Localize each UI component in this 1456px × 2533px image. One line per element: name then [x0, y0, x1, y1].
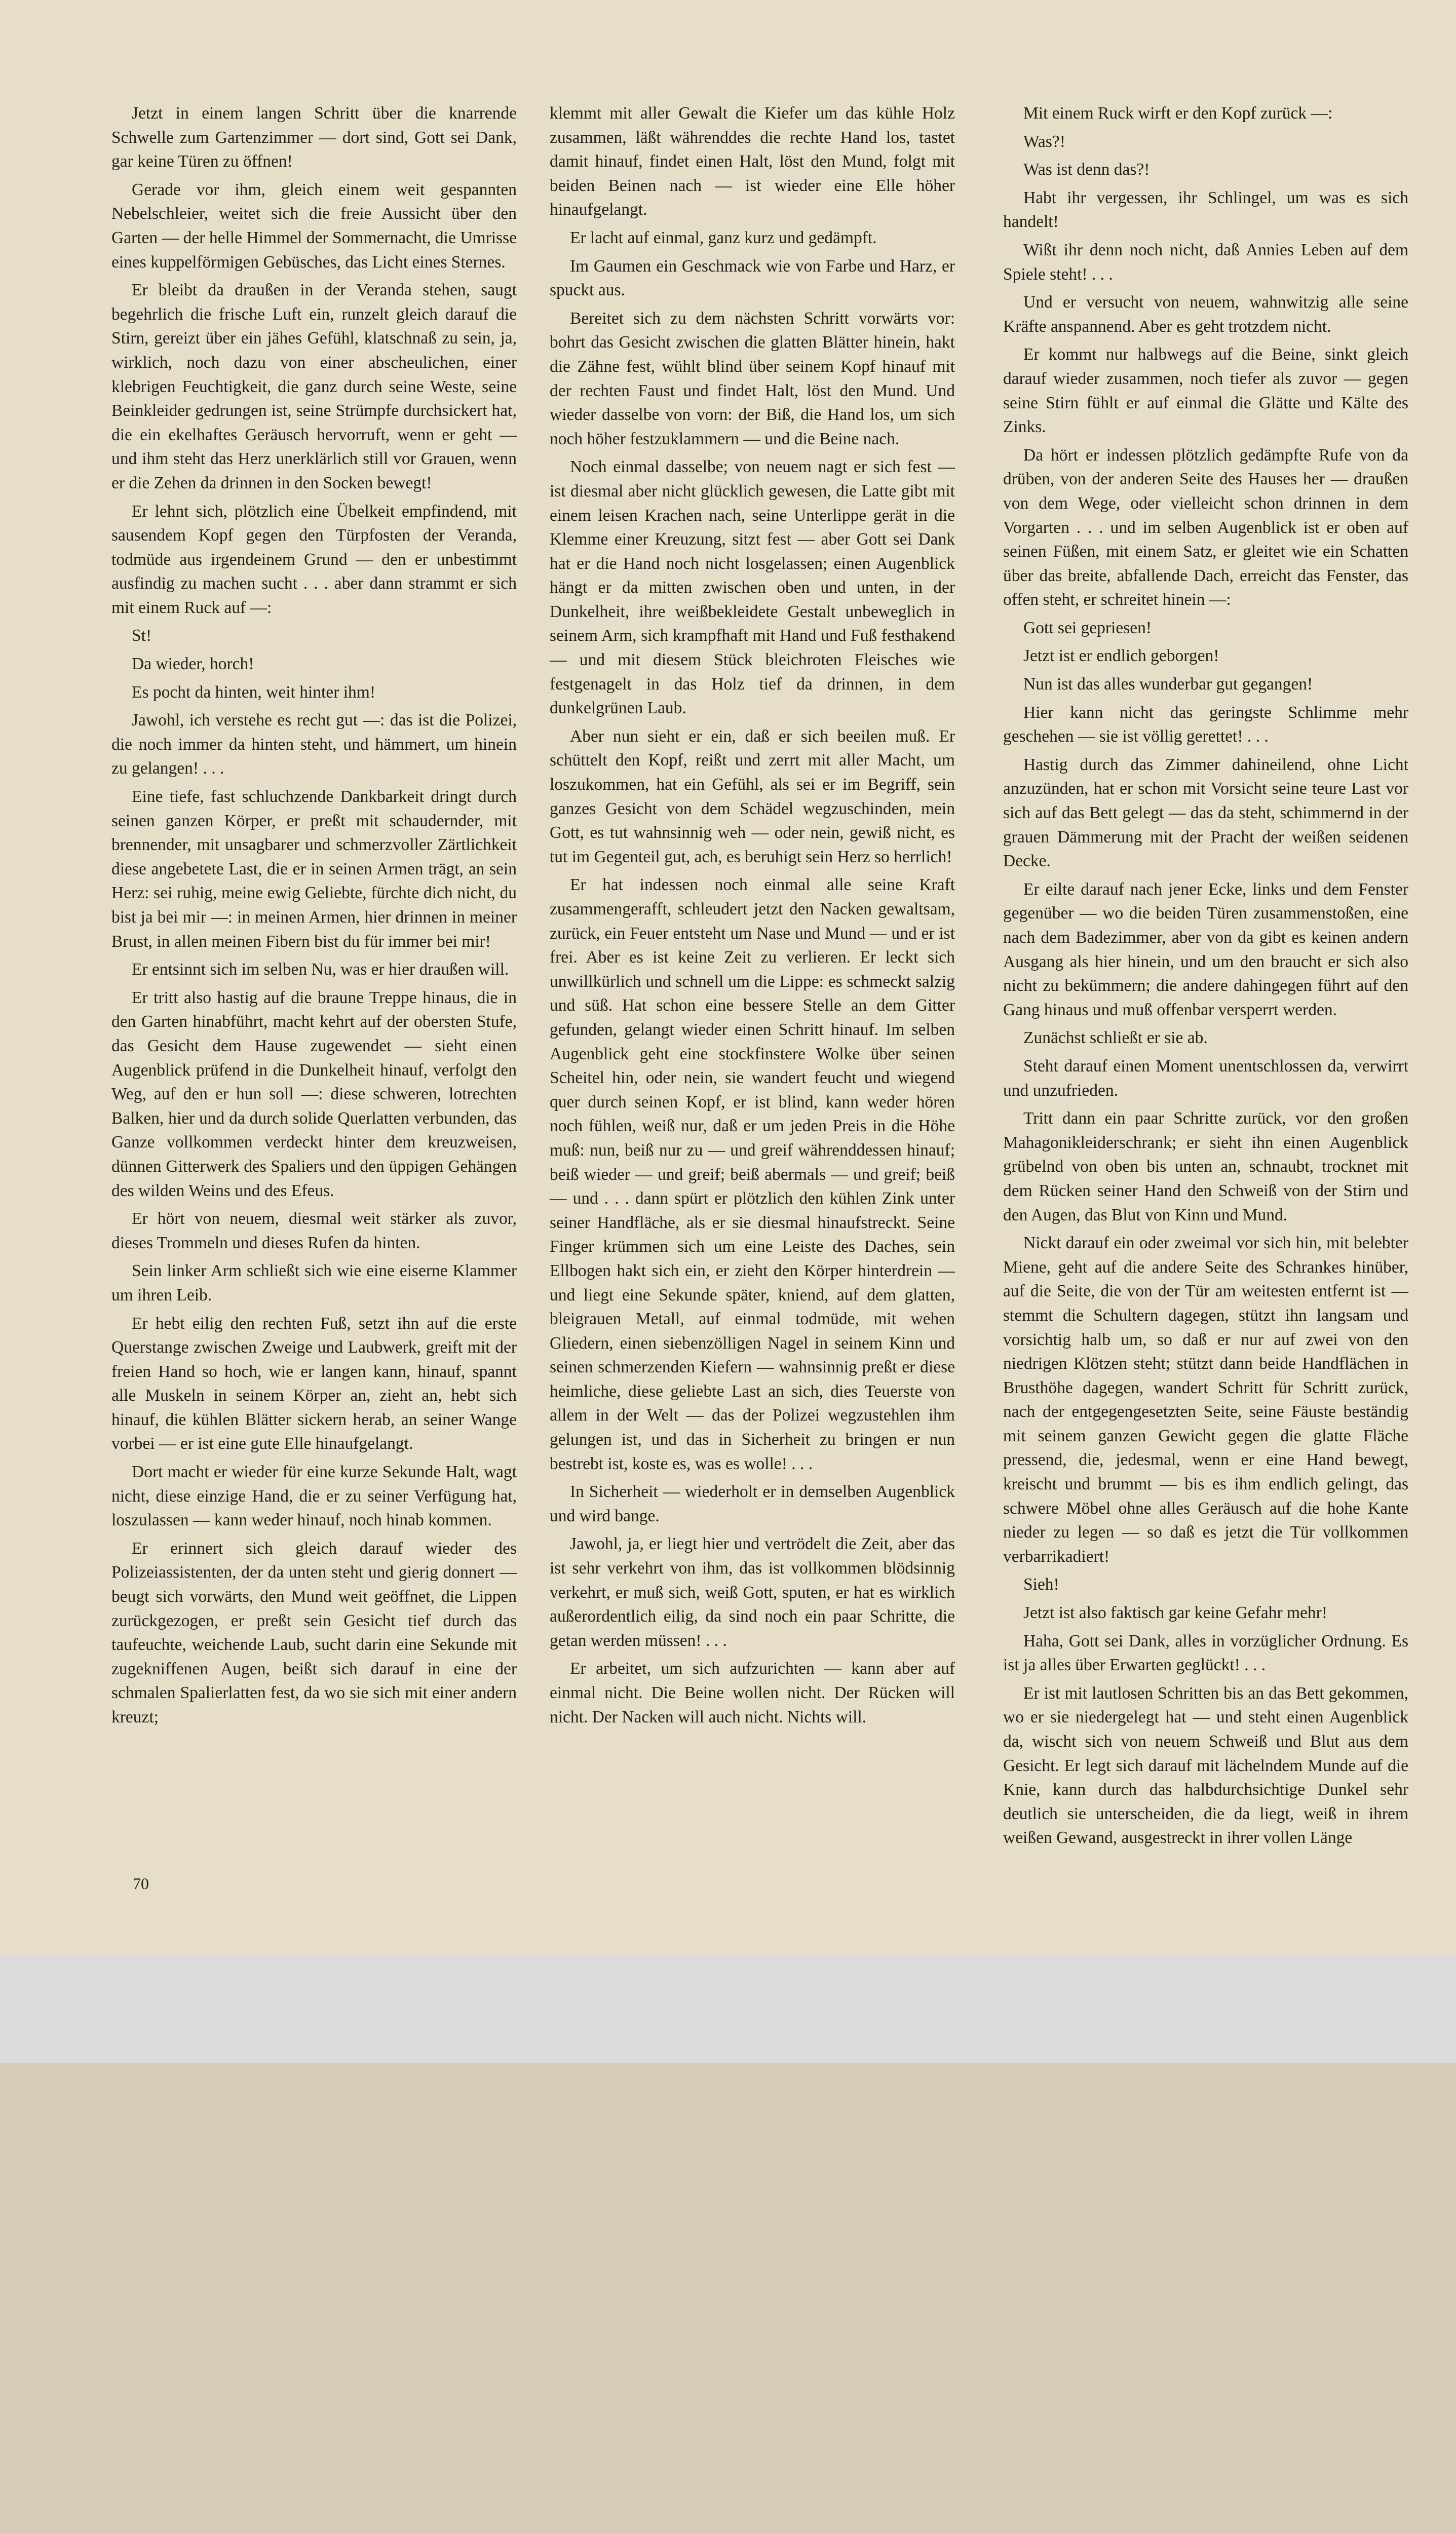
text-column-1 [111, 101, 517, 1734]
text-column-2 [550, 101, 955, 1733]
paragraph: Er eilte darauf nach jener Ecke, links und dem Fenster gegenüber — wo die beiden Türen zusammenstoßen, eine nach dem Badezimmer, aber von da gibt es keinen andern Ausgang als hier hinein, und um den braucht er sich also nicht zu bekümmern; die andere dahingegen führt auf den Gang hinaus und muß offenbar versperrt werden. [1003, 879, 1408, 1019]
paragraph: Er hat indessen noch einmal alle seine Kraft zusammengerafft, schleudert jetzt den Nacken gewaltsam, zurück, ein Feuer entsteht um Nase und Mund — und er ist frei. Aber es ist keine Zeit zu verlieren. Er leckt sich unwillkürlich und schnell um die Lippe: es schmeckt salzig und süß. Hat schon eine bessere Stelle an dem Gitter gefunden, gelangt wieder einen Schritt hinauf. Im selben Augenblick geht eine stockfinstere Wolke über seinen Scheitel hin, oder nein, sie wandert feucht und wiegend quer durch seinen Kopf, er ist blind, kann weder hören noch fühlen, weiß nur, daß er um jeden Preis in die Höhe muß: nun, beiß nur zu — und greif währenddessen hinauf; beiß wieder — und greif; beiß abermals — und greif; beiß — und . . . dann spürt er plötzlich den kühlen Zink unter seiner Handfläche, als er sie diesmal hinaufstreckt. Seine Finger krümmen sich um eine Leiste des Daches, sein Ellbogen hakt sich ein, er zieht den Körper hinterdrein — und liegt eine Sekunde später, kniend, auf dem glatten, bleigrauen Metall, auf einmal todmüde, mit wehen Gliedern, einen siebenzölligen Nagel in seinem Kinn und seinen schmerzenden Kiefern — wahnsinnig preßt er diese heimliche, diese geliebte Last an sich, dies Teuerste von allem in der Welt — das der Polizei wegzustehlen ihm gelungen ist, und das in Sicherheit zu bringen er nun bestrebt ist, koste es, was es wolle! . . . [550, 875, 955, 1473]
paragraph: St! [132, 626, 152, 645]
paragraph: Jetzt ist also faktisch gar keine Gefahr mehr! [1023, 1603, 1327, 1623]
paragraph: Wißt ihr denn noch nicht, daß Annies Leben auf dem Spiele steht! . . . [1003, 240, 1408, 284]
paragraph: Zunächst schließt er sie ab. [1023, 1028, 1208, 1048]
paragraph: Im Gaumen ein Geschmack wie von Farbe und Harz, er spuckt aus. [550, 256, 955, 300]
paragraph: Sieh! [1023, 1575, 1059, 1594]
paragraph: Jetzt ist er endlich geborgen! [1023, 646, 1219, 666]
paragraph: Steht darauf einen Moment unentschlossen da, verwirrt und unzufrieden. [1003, 1056, 1408, 1100]
page-number: 70 [133, 1874, 149, 1893]
paragraph: Er lehnt sich, plötzlich eine Übelkeit empfindend, mit sausendem Kopf gegen den Türpfosten der Veranda, todmüde aus irgendeinem Grund — den er unbestimmt ausfindig zu machen sucht . . . aber dann strammt er sich mit einem Ruck auf —: [111, 502, 517, 617]
paragraph: Gerade vor ihm, gleich einem weit gespannten Nebelschleier, weitet sich die freie Aussicht über den Garten — der helle Himmel der Sommernacht, die Umrisse eines kuppelförmigen Gebüsches, das Licht eines Sternes. [111, 180, 517, 272]
paragraph: Und er versucht von neuem, wahnwitzig alle seine Kräfte anspannend. Aber es geht trotzdem nicht. [1003, 293, 1408, 336]
paragraph: Aber nun sieht er ein, daß er sich beeilen muß. Er schüttelt den Kopf, reißt und zerrt mit aller Macht, um loszukommen, hat ein Gefühl, als sei er im Begriff, sein ganzes Gesicht von dem Schädel wegzuschinden, mein Gott, es tut wahnsinnig weh — oder nein, gewiß nicht, es tut im Gegenteil gut, ach, es beruhigt sein Herz so herrlich! [550, 726, 955, 866]
paragraph: Was ist denn das?! [1023, 160, 1150, 179]
paragraph: Eine tiefe, fast schluchzende Dankbarkeit dringt durch seinen ganzen Körper, er preßt mit schaudernder, mit brennender, mit unsagbarer und schmerzvoller Zärtlichkeit diese angebetete Last, die er in seinen Armen trägt, an sein Herz: sei ruhig, meine ewig Geliebte, fürchte dich nicht, du bist ja bei mir —: in meinen Armen, hier drinnen in meiner Brust, in allen meinen Fibern bist du für immer bei mir! [111, 787, 517, 951]
paragraph: Nickt darauf ein oder zweimal vor sich hin, mit belebter Miene, geht auf die andere Seite des Schrankes hinüber, auf die Seite, die von der Tür am weitesten entfernt ist — stemmt die Schultern dagegen, stützt ihn langsam und vorsichtig halb um, so daß er nur auf zwei von den niedrigen Klötzen steht; stützt dann beide Handflächen in Brusthöhe dagegen, wandert Schritt für Schritt zurück, nach der entgegengesetzten Seite, seine Fäuste beständig mit seinem ganzen Gewicht gegen die glatte Fläche pressend, die, jedesmal, wenn er eine Hand bewegt, kreischt und brummt — bis es ihm endlich gelingt, das schwere Möbel ohne alles Geräusch auf die hohe Kante nieder zu legen — so daß es jetzt die Tür vollkommen verbarrikadiert! [1003, 1234, 1408, 1566]
text-column-3 [1003, 101, 1408, 1854]
paragraph: Er hört von neuem, diesmal weit stärker als zuvor, dieses Trommeln und dieses Rufen da hinten. [111, 1209, 517, 1252]
paragraph: Jawohl, ja, er liegt hier und vertrödelt die Zeit, aber das ist sehr verkehrt von ihm, das ist vollkommen blödsinnig verkehrt, er muß sich, weiß Gott, sputen, er hat es wirklich außerordentlich eilig, da sind noch ein paar Schritte, die getan werden müssen! . . . [550, 1534, 955, 1650]
paragraph: Sein linker Arm schließt sich wie eine eiserne Klammer um ihren Leib. [111, 1261, 517, 1304]
paragraph: Er lacht auf einmal, ganz kurz und gedämpft. [570, 228, 877, 247]
paragraph: Hastig durch das Zimmer dahineilend, ohne Licht anzuzünden, hat er schon mit Vorsicht seine teure Last vor sich auf das Bett gelegt — das da steht, schimmernd in der grauen Dämmerung mit der Pracht der weißen seidenen Decke. [1003, 755, 1408, 871]
viewer-footer [0, 1955, 1456, 2063]
paragraph: Was?! [1023, 132, 1065, 151]
paragraph: Gott sei gepriesen! [1023, 618, 1152, 637]
paragraph: Es pocht da hinten, weit hinter ihm! [132, 682, 375, 702]
paragraph: Jetzt in einem langen Schritt über die knarrende Schwelle zum Gartenzimmer — dort sind, Gott sei Dank, gar keine Türen zu öffnen! [111, 104, 517, 171]
paragraph: In Sicherheit — wiederholt er in demselben Augenblick und wird bange. [550, 1482, 955, 1525]
paragraph: Jawohl, ich verstehe es recht gut —: das ist die Polizei, die noch immer da hinten steht, und hämmert, um hinein zu gelangen! . . . [111, 711, 517, 778]
paragraph: Er erinnert sich gleich darauf wieder des Polizeiassistenten, der da unten steht und gierig donnert — beugt sich vorwärts, den Mund weit geöffnet, die Lippen zurückgezogen, er preßt sein Gesicht tief durch das taufeuchte, weichende Laub, sucht darin eine Sekunde mit zugekniffenen Augen, beißt sich darauf in eine der schmalen Spalierlatten fest, da wo sie sich mit einer andern kreuzt; [111, 1539, 517, 1726]
paragraph: Nun ist das alles wunderbar gut gegangen! [1023, 675, 1313, 694]
paragraph: Da wieder, horch! [132, 655, 254, 674]
paragraph: Da hört er indessen plötzlich gedämpfte Rufe von da drüben, von der anderen Seite des Hauses her — draußen von dem Wege, oder vielleicht schon drinnen in dem Vorgarten . . . und im selben Augenblick ist er oben auf seinen Füßen, mit einem Satz, er gleitet wie ein Schatten über das breite, abfallende Dach, erreicht das Fenster, das offen steht, er schreitet hinein —: [1003, 445, 1408, 609]
paragraph: Er kommt nur halbwegs auf die Beine, sinkt gleich darauf wieder zusammen, noch tiefer als zuvor — gegen seine Stirn fühlt er auf einmal die Glätte und Kälte des Zinks. [1003, 345, 1408, 437]
paragraph: Habt ihr vergessen, ihr Schlingel, um was es sich handelt! [1003, 188, 1408, 232]
paragraph: Er tritt also hastig auf die braune Treppe hinaus, die in den Garten hinabführt, macht kehrt auf der obersten Stufe, das Gesicht dem Hause zugewendet — sieht einen Augenblick prüfend in die Dunkelheit hinauf, verfolgt den Weg, auf den er hun soll —: diese schweren, lotrechten Balken, hier und da durch solide Querlatten verbunden, das Ganze vollkommen verdeckt hinter dem kreuzweisen, dünnen Gitterwerk des Spaliers und den üppigen Gehängen des wilden Weins und des Efeus. [111, 988, 517, 1200]
paragraph: Haha, Gott sei Dank, alles in vorzüglicher Ordnung. Es ist ja alles über Erwarten geglückt! . . . [1003, 1631, 1408, 1675]
paragraph: Hier kann nicht das geringste Schlimme mehr geschehen — sie ist völlig gerettet! . . . [1003, 703, 1408, 746]
paragraph: Er entsinnt sich im selben Nu, was er hier draußen will. [132, 960, 509, 979]
paragraph: Er arbeitet, um sich aufzurichten — kann aber auf einmal nicht. Die Beine wollen nicht. Der Rücken will nicht. Der Nacken will auch nicht. Nichts will. [550, 1659, 955, 1726]
paragraph: Er bleibt da draußen in der Veranda stehen, saugt begehrlich die frische Luft ein, runzelt gleich darauf die Stirn, gereizt über ein jähes Gefühl, klatschnaß zu sein, ja, wirklich, noch dazu von einer abscheulichen, einer klebrigen Feuchtigkeit, die ganz durch seine Weste, seine Beinkleider gedrungen ist, seine Strümpfe durchsickert hat, die ein ekelhaftes Geräusch hervorruft, wenn er geht — und ihm steht das Herz unerklärlich still vor Grauen, wenn er die Zehen da drinnen in den Socken bewegt! [111, 281, 517, 492]
paragraph: Bereitet sich zu dem nächsten Schritt vorwärts vor: bohrt das Gesicht zwischen die glatten Blätter hinein, hakt die Zähne fest, wühlt blind über seinem Kopf hinauf mit der rechten Faust und findet Halt, löst den Mund. Und wieder dasselbe von vorn: der Biß, die Hand los, um sich noch höher festzuklammern — und die Beine nach. [550, 309, 955, 448]
paragraph: Noch einmal dasselbe; von neuem nagt er sich fest — ist diesmal aber nicht glücklich gewesen, die Latte gibt mit einem leisen Krachen nach, seine Unterlippe gerät in die Klemme einer Kreuzung, sitzt fest — aber Gott sei Dank hat er die Hand noch nicht losgelassen; einen Augenblick hängt er da mitten zwischen oben und unten, in der Dunkelheit, ihre weißbekleidete Gestalt unbeweglich in seinem Arm, sich krampfhaft mit Hand und Fuß festhakend — und mit diesem Stück bleichroten Fleisches wie festgenagelt in das Holz tief da drinnen, in dem dunkelgrünen Laub. [550, 457, 955, 718]
paragraph: klemmt mit aller Gewalt die Kiefer um das kühle Holz zusammen, läßt währenddes die rechte Hand los, tastet damit hinauf, findet einen Halt, löst den Mund, folgt mit beiden Beinen nach — ist wieder eine Elle höher hinaufgelangt. [550, 104, 955, 219]
paragraph: Mit einem Ruck wirft er den Kopf zurück —: [1023, 104, 1333, 123]
paragraph: Er ist mit lautlosen Schritten bis an das Bett gekommen, wo er sie niedergelegt hat — und steht einen Augenblick da, wischt sich von neuem Schweiß und Blut aus dem Gesicht. Er legt sich darauf mit lächelndem Munde auf die Knie, kann durch das halbdurchsichtige Dunkel sehr deutlich sie unterscheiden, die da liegt, weiß in ihrem weißen Gewand, ausgestreckt in ihrer vollen Länge [1003, 1683, 1408, 1848]
paragraph: Tritt dann ein paar Schritte zurück, vor den großen Mahagonikleiderschrank; er sieht ihn einen Augenblick grübelnd von oben bis unten an, schnaubt, trocknet mit dem Rücken seiner Hand den Schweiß von der Stirn und den Augen, das Blut von Kinn und Mund. [1003, 1109, 1408, 1224]
paragraph: Dort macht er wieder für eine kurze Sekunde Halt, wagt nicht, diese einzige Hand, die er zu seiner Verfügung hat, loszulassen — kann weder hinauf, noch hinab kommen. [111, 1463, 517, 1530]
paragraph: Er hebt eilig den rechten Fuß, setzt ihn auf die erste Querstange zwischen Zweige und Laubwerk, greift mit der freien Hand so hoch, wie er langen kann, hinauf, spannt alle Muskeln in seinem Körper an, zieht an, hebt sich hinauf, die kühlen Blätter sickern herab, an seiner Wange vorbei — er ist eine gute Elle hinaufgelangt. [111, 1314, 517, 1453]
